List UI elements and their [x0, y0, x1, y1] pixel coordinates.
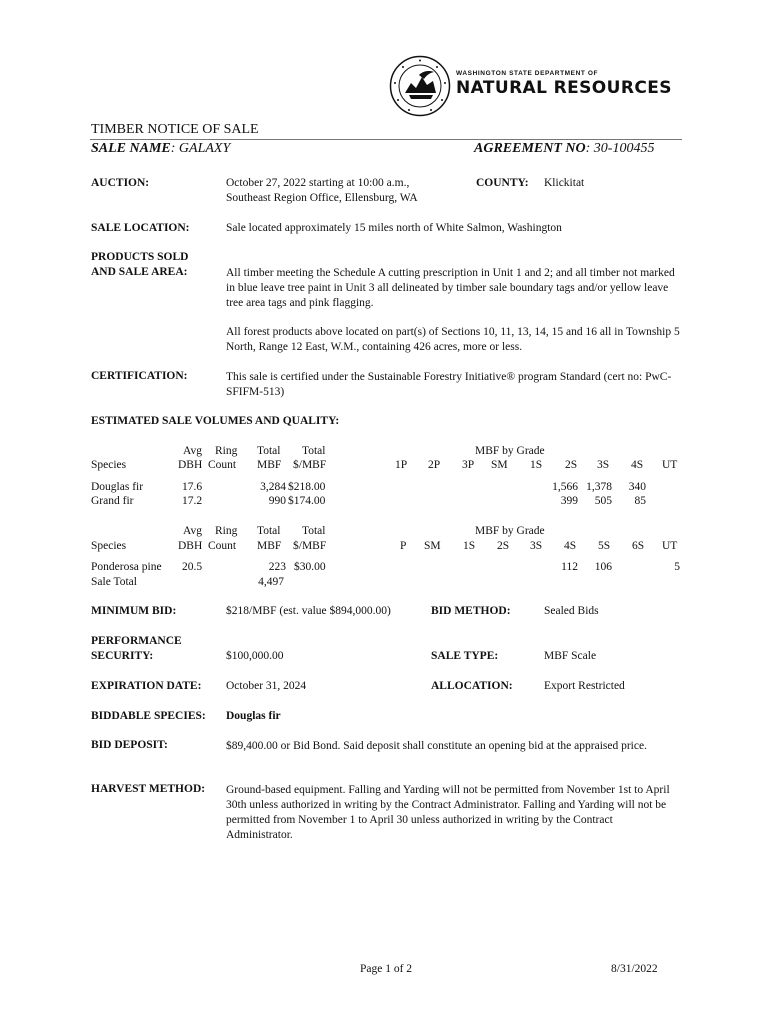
- sale-type-label: SALE TYPE:: [431, 650, 499, 662]
- t2-hdr-dbh: DBH: [178, 540, 203, 552]
- t2-hdr-avg: Avg: [183, 525, 202, 537]
- t2-grade-2s: 2S: [497, 540, 510, 552]
- t1-r1-dbh: 17.6: [182, 481, 203, 493]
- t2-grade-ut: UT: [662, 540, 678, 552]
- agreement-number: [474, 141, 654, 157]
- t1-r1-mbf: 3,284: [260, 481, 286, 493]
- allocation-label: ALLOCATION:: [431, 680, 513, 692]
- t1-grade-3p: 3P: [462, 459, 475, 471]
- certification-value: This sale is certified under the Sustainable Forestry Initiative® program Standard (cert no: PwC-SFIFM-513): [226, 371, 672, 398]
- t2-r1-price: $30.00: [294, 561, 326, 573]
- auction-label: AUCTION:: [91, 177, 150, 189]
- biddable-species-value: Douglas fir: [226, 710, 281, 722]
- logo-agency-line2: NATURAL RESOURCES: [456, 78, 672, 98]
- t1-grade-2s: 2S: [565, 459, 578, 471]
- agreement-value: : 30-100455: [585, 141, 655, 156]
- bid-deposit-value: $89,400.00 or Bid Bond. Said deposit shall constitute an opening bid at the appraised price.: [226, 740, 647, 752]
- t2-grade-5s: 5S: [598, 540, 611, 552]
- t1-grade-ut: UT: [662, 459, 678, 471]
- allocation-value: Export Restricted: [544, 680, 625, 692]
- biddable-species-label: BIDDABLE SPECIES:: [91, 710, 206, 722]
- bid-deposit-label: BID DEPOSIT:: [91, 739, 168, 751]
- t2-hdr-ring: Ring: [215, 525, 238, 537]
- auction-line1: October 27, 2022 starting at 10:00 a.m.,: [226, 177, 410, 189]
- sale-location-label: SALE LOCATION:: [91, 222, 190, 234]
- page-number: Page 1 of 2: [360, 963, 413, 975]
- t1-grade-3s: 3S: [597, 459, 610, 471]
- harvest-method-value: Ground-based equipment. Falling and Yarding will not be permitted from November 1st to April 30th unless authorized in writing by the Contract Administrator. Falling and Yarding will not be permitted from November 1 to April 30 unless authorized in writing by the Contract Administrator.: [226, 784, 670, 841]
- t1-r1-2s: 1,566: [552, 481, 578, 493]
- min-bid-label: MINIMUM BID:: [91, 605, 177, 617]
- expiration-label: EXPIRATION DATE:: [91, 680, 202, 692]
- t1-grade-sm: SM: [491, 459, 508, 471]
- products-label-line2: AND SALE AREA:: [91, 266, 188, 278]
- certification-label: CERTIFICATION:: [91, 370, 188, 382]
- t1-hdr-avg: Avg: [183, 445, 202, 457]
- t1-hdr-count: Count: [208, 459, 237, 471]
- sale-total-mbf: 4,497: [258, 576, 284, 588]
- t1-hdr-mbf: MBF: [257, 459, 282, 471]
- bid-method-value: Sealed Bids: [544, 605, 599, 617]
- harvest-method-label: HARVEST METHOD:: [91, 783, 206, 795]
- t2-grade-1s: 1S: [463, 540, 476, 552]
- t2-r1-mbf: 223: [268, 561, 286, 573]
- t2-grade-p: P: [400, 540, 407, 552]
- t1-hdr-total-price: Total: [302, 445, 326, 457]
- t1-r1-species: Douglas fir: [91, 481, 144, 493]
- agreement-label: AGREEMENT NO: [474, 141, 586, 156]
- t2-grade-4s: 4S: [564, 540, 577, 552]
- t2-r1-dbh: 20.5: [182, 561, 203, 573]
- t1-r1-3s: 1,378: [586, 481, 612, 493]
- t1-grade-1s: 1S: [530, 459, 543, 471]
- county-label: COUNTY:: [476, 177, 529, 189]
- t1-r2-4s: 85: [634, 495, 646, 507]
- t2-r1-4s: 112: [561, 561, 578, 573]
- t2-r1-species: Ponderosa pine: [91, 561, 162, 573]
- t1-grade-4s: 4S: [631, 459, 644, 471]
- auction-line2: Southeast Region Office, Ellensburg, WA: [226, 192, 418, 204]
- products-paragraph1: All timber meeting the Schedule A cutting prescription in Unit 1 and 2; and all timber not marked in blue leave tree paint in Unit 3 all delineated by timber sale boundary tags and/or yellow leave tree area tags and pink flagging.: [226, 267, 675, 309]
- t1-r2-species: Grand fir: [91, 495, 134, 507]
- sale-total-label: Sale Total: [91, 576, 137, 588]
- t2-hdr-total-mbf: Total: [257, 525, 281, 537]
- sale-name: [91, 141, 230, 157]
- sale-name-label: SALE NAME: [91, 141, 171, 156]
- sale-type-value: MBF Scale: [544, 650, 597, 662]
- t1-hdr-total-mbf: Total: [257, 445, 281, 457]
- performance-label-line1: PERFORMANCE: [91, 635, 182, 647]
- t2-grade-sm: SM: [424, 540, 441, 552]
- t1-grade-2p: 2P: [428, 459, 441, 471]
- t2-hdr-species: Species: [91, 540, 127, 552]
- t1-r2-3s: 505: [594, 495, 612, 507]
- t1-hdr-dollar-mbf: $/MBF: [293, 459, 327, 471]
- t2-grade-6s: 6S: [632, 540, 645, 552]
- t1-r2-price: $174.00: [288, 495, 326, 507]
- t1-hdr-grade: MBF by Grade: [475, 445, 545, 457]
- t2-r1-5s: 106: [594, 561, 612, 573]
- t2-r1-ut: 5: [674, 561, 680, 573]
- t1-hdr-dbh: DBH: [178, 459, 203, 471]
- logo-agency-line1: WASHINGTON STATE DEPARTMENT OF: [456, 70, 599, 77]
- t1-r2-dbh: 17.2: [182, 495, 203, 507]
- t2-grade-3s: 3S: [530, 540, 543, 552]
- t2-hdr-count: Count: [208, 540, 237, 552]
- min-bid-value: $218/MBF (est. value $894,000.00): [226, 605, 391, 617]
- products-label-line1: PRODUCTS SOLD: [91, 251, 189, 263]
- performance-label-line2: SECURITY:: [91, 650, 154, 662]
- t2-hdr-mbf: MBF: [257, 540, 282, 552]
- title-divider: [90, 139, 682, 140]
- footer-date: 8/31/2022: [611, 963, 658, 975]
- page-title: TIMBER NOTICE OF SALE: [91, 122, 259, 137]
- volumes-heading: ESTIMATED SALE VOLUMES AND QUALITY:: [91, 415, 340, 427]
- dnr-seal-icon: [389, 55, 451, 117]
- sale-location-value: Sale located approximately 15 miles north of White Salmon, Washington: [226, 222, 562, 234]
- expiration-value: October 31, 2024: [226, 680, 307, 692]
- products-paragraph2: All forest products above located on part(s) of Sections 10, 11, 13, 14, 15 and 16 all in Township 5 North, Range 12 East, W.M., containing 426 acres, more or less.: [226, 326, 680, 353]
- performance-value: $100,000.00: [226, 650, 284, 662]
- t1-hdr-ring: Ring: [215, 445, 238, 457]
- t2-hdr-total-price: Total: [302, 525, 326, 537]
- t1-r2-2s: 399: [560, 495, 578, 507]
- t1-grade-1p: 1P: [395, 459, 408, 471]
- t2-hdr-grade: MBF by Grade: [475, 525, 545, 537]
- t1-r1-4s: 340: [628, 481, 646, 493]
- bid-method-label: BID METHOD:: [431, 605, 511, 617]
- t2-hdr-dollar-mbf: $/MBF: [293, 540, 327, 552]
- t1-r1-price: $218.00: [288, 481, 326, 493]
- t1-r2-mbf: 990: [268, 495, 286, 507]
- county-value: Klickitat: [544, 177, 585, 189]
- sale-name-value: : GALAXY: [170, 141, 231, 156]
- t1-hdr-species: Species: [91, 459, 127, 471]
